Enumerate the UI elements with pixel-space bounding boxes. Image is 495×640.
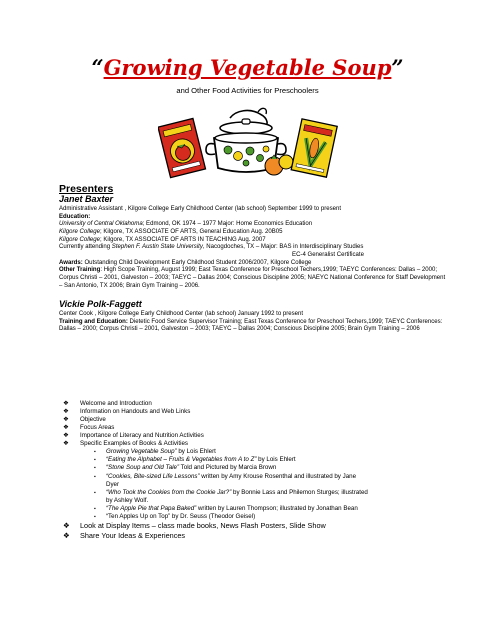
diamond-bullet-icon: ❖ <box>63 424 69 432</box>
diamond-bullet-icon: ❖ <box>63 440 69 448</box>
book-title: “Stone Soup and Old Tale” <box>106 464 180 472</box>
bio-text: ; Kilgore, TX ASSOCIATE OF ARTS, General Education Aug. 20B05 <box>100 228 283 235</box>
agenda-list <box>63 400 463 541</box>
bio-text: ; Edmond, OK 1974 – 1977 Major: Home Economics Education <box>142 221 313 228</box>
list-item-text: Welcome and Introduction <box>80 400 152 407</box>
seed-packet-corn-icon <box>291 119 337 177</box>
bio-line: Administrative Assistant , Kilgore College Early Childhood Center (lab school) September 1999 to present <box>59 206 341 212</box>
list-item-text: Specific Examples of Books & Activities <box>80 440 188 448</box>
school-name: Kilgore College <box>59 236 101 243</box>
school-name: Stephen F. Austin State University <box>111 244 203 251</box>
book-item <box>63 464 463 472</box>
list-item-text: Focus Areas <box>80 424 115 432</box>
book-item <box>63 505 463 513</box>
book-title: “Ten Apples Up on Top” by Dr. Seuss (Theodor Geisel) <box>106 513 256 521</box>
book-credit: by Lois Ehlert <box>176 448 216 456</box>
bio-line <box>59 244 447 252</box>
page-title <box>0 55 495 80</box>
square-bullet-icon: ▪ <box>94 473 96 480</box>
square-bullet-icon: ▪ <box>94 465 96 472</box>
diamond-bullet-icon: ❖ <box>63 521 70 531</box>
book-credit: by Lois Ehlert <box>256 456 296 464</box>
diamond-bullet-icon: ❖ <box>63 400 69 407</box>
bio-label: Awards: <box>59 259 85 266</box>
school-name: University of Central Oklahoma <box>59 221 143 228</box>
book-title: “The Apple Pie that Papa Baked” <box>106 504 197 512</box>
square-bullet-icon: ▪ <box>94 457 96 464</box>
diamond-bullet-icon: ❖ <box>63 432 69 440</box>
presenter-bio-janet <box>59 206 447 290</box>
list-item <box>63 416 463 424</box>
bio-line: Center Cook , Kilgore College Early Childhood Center (lab school) January 1992 to present <box>59 311 304 317</box>
bio-line <box>59 260 447 268</box>
square-bullet-icon: ▪ <box>94 449 96 456</box>
book-item <box>63 489 368 505</box>
bio-line <box>59 267 447 290</box>
list-item <box>63 521 463 531</box>
square-bullet-icon: ▪ <box>94 489 96 496</box>
bio-line <box>59 229 447 237</box>
list-item <box>63 424 463 432</box>
page-subtitle: and Other Food Activities for Preschoolers <box>176 86 319 95</box>
square-bullet-icon: ▪ <box>94 505 96 512</box>
book-item <box>63 513 463 521</box>
list-item <box>63 432 463 440</box>
book-credit: written by Amy Krouse Rosenthal and illustrated by Jane Dyer <box>106 472 357 488</box>
presenters-heading: Presenters <box>59 183 114 195</box>
book-credit: Told and Pictured by Marcia Brown <box>179 464 277 472</box>
school-name: Kilgore College <box>59 228 101 235</box>
seed-packet-tomato-icon <box>158 118 206 177</box>
book-credit: by Bonnie Lass and Philemon Sturges; illustrated by Ashley Wolf. <box>106 488 368 504</box>
book-title: “Eating the Alphabet – Fruits & Vegetables from A to Z” <box>106 456 257 464</box>
presenter-name-janet: Janet Baxter <box>59 194 114 204</box>
title-open-quote: “ <box>91 55 104 80</box>
book-item <box>63 456 463 464</box>
soup-illustration <box>158 104 338 186</box>
list-item-text: Importance of Literacy and Nutrition Activities <box>80 432 204 440</box>
bio-text: ; Kilgore, TX ASSOCIATE OF ARTS IN TEACHING Aug. 2007 <box>100 236 266 243</box>
book-title: “Cookies, Bite-sized Life Lessons” <box>106 472 200 480</box>
book-title: Growing Vegetable Soup” <box>106 448 177 456</box>
list-item <box>63 400 463 408</box>
bio-line <box>59 237 447 245</box>
list-item <box>63 440 463 448</box>
book-item <box>63 448 463 456</box>
title-close-quote: ” <box>391 55 404 80</box>
bio-text: Dietetic Food Service Supervisor Training; East Texas Conference for Preschool Techers,1999; TAEYC Conferences: Dallas – 2000; Corpus Christi – 2001, Galveston – 2003; TAEYC – Dallas 2004; Conscious Discipline 2005; Brain Gym Training – 2006 <box>59 318 443 333</box>
presenter-name-vickie: Vickie Polk-Faggett <box>59 299 142 309</box>
bio-label: Training and Education: <box>59 318 128 325</box>
diamond-bullet-icon: ❖ <box>63 530 70 540</box>
book-credit: written by Lauren Thompson; illustrated by Jonathan Bean <box>196 504 358 512</box>
diamond-bullet-icon: ❖ <box>63 416 69 424</box>
diamond-bullet-icon: ❖ <box>63 408 69 416</box>
bio-line: Education: <box>59 213 91 220</box>
book-title: “Who Took the Cookies from the Cookie Jar?” <box>106 488 232 496</box>
list-item <box>63 408 463 416</box>
list-item-text: Objective <box>80 416 106 424</box>
list-item <box>63 531 463 541</box>
bio-line <box>59 221 447 229</box>
title-text: Growing Vegetable Soup <box>103 55 392 80</box>
list-item-text: Information on Handouts and Web Links <box>80 408 191 416</box>
soup-pot-with-vegetables-icon <box>206 108 293 175</box>
bio-line <box>59 319 447 334</box>
square-bullet-icon: ▪ <box>94 514 96 521</box>
bio-text: Outstanding Child Development Early Childhood Student 2006/2007, Kilgore College <box>84 259 312 266</box>
bio-text: Currently attending <box>59 244 112 251</box>
list-item-text: Share Your Ideas & Experiences <box>80 530 186 540</box>
bio-line: EC-4 Generalist Certificate <box>292 251 364 258</box>
bio-label: Other Training <box>59 267 101 274</box>
bio-text: , Nacogdoches, TX – Major: BAS in Interdisciplinary Studies <box>202 244 364 251</box>
presenter-bio-vickie <box>59 311 447 334</box>
list-item-text: Look at Display Items – class made books, News Flash Posters, Slide Show <box>80 521 326 531</box>
bio-text: : High Scope Training, August 1999; East Texas Conference for Preschool Techers,1999; TAEYC Conferences: Dallas – 2000; Corpus Christi – 2001, Galveston – 2003; TAEYC – Dallas 2004; Conscious Discipline 2005; NAEYC National Conference for Staff Development – San Antonio, TX 2006; Brain Gym Training – 2006. <box>59 267 446 289</box>
book-item <box>63 473 366 489</box>
